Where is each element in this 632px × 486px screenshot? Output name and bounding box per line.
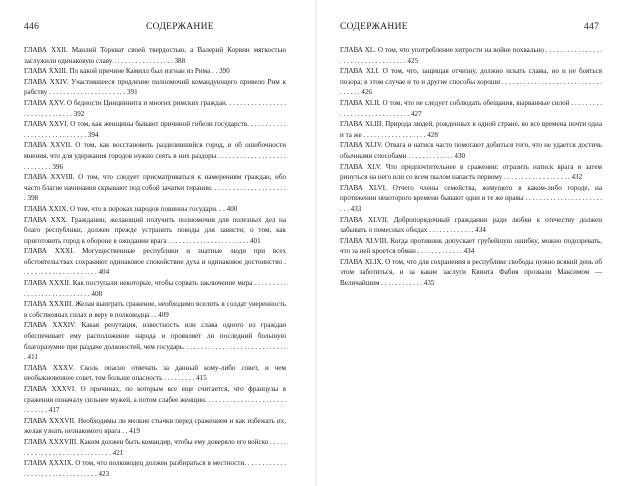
toc-entry: ГЛАВА XL. О том, что употребление хитрости на войне похвально . . . . . . . . . . . . . . . . . . . . . . . . . . . . . . . . . . . 425 [340, 46, 602, 65]
toc-list [24, 45, 286, 479]
toc-entry: ГЛАВА XLVII. Добропорядочный гражданин ради любви к отечеству должен забывать о помесных обидах . . . . . . . . . . . . . 434 [340, 215, 602, 235]
toc-entry: ГЛАВА XLIX. О том, что для сохранения в республике свободы нужно всякий день об этом заботиться, и за какие заслуги Квинта Фабия прозвали Максимом — Величайшим . . . . . . . . . . . . 435 [340, 257, 602, 288]
toc-entry: ГЛАВА XLV. Что предпочтительнее в сражении: отразить натиск врага и затем ринуться на него или со всем пылом напасть первому . . . . . . . . . . . . . . . . . . . 432 [340, 162, 602, 182]
toc-entry: ГЛАВА XXXIII. Желая выиграть сражение, необходимо вселить в солдат уверенность в собственных силах и веру в полководца . . 409 [24, 300, 286, 319]
right-page [316, 0, 632, 486]
page-number: 446 [24, 22, 40, 32]
toc-entry: ГЛАВА XLVI. Отчего члены семейства, живущего в каком-либо городе, на протяжении некоторого времени бывают одни и те же нравы . . . . . . . . . . . . . . . . . . . . . . . . . 433 [340, 183, 602, 213]
toc-entry: ГЛАВА XXV. О бедности Цинциннита и многих римских граждан. . . . . . . . . . . . . . . . . . . . . . . . . . . . . . . 392 [24, 98, 286, 118]
toc-entry: ГЛАВА XLIII. Природа людей, рожденных в одной стране, во все времена почти одна и та же . . . . . . . . . . . . . . . . . . 428 [340, 120, 602, 139]
toc-entry: ГЛАВА XXXI. Могущественные республики и знатные люди при всех обстоятельствах сохраняют одинаковое спокойствие духа и одинаковое достоинство . . . . . . . . . . . . . . . . . . . . . . 404 [24, 247, 286, 277]
toc-entry: ГЛАВА XXXIX. О том, что полководец должен разбираться в местности. . . . . . . . . . . . . . . . . . . . . . . . . . . . . . . . . 423 [24, 459, 286, 478]
running-header: СОДЕРЖАНИЕ [146, 22, 214, 32]
toc-entry: ГЛАВА XXIX. О том, что в пороках народов повинны государи. . . 400 [24, 204, 238, 213]
page-number: 447 [584, 22, 600, 32]
toc-entry: ГЛАВА XLIV. Отвага и натиск часто помогают добиться того, что не удается достичь обычными способами . . . . . . . . . . . . . 430 [340, 141, 602, 160]
toc-entry: ГЛАВА XXXVI. О причинах, по которым все еще считается, что французы в сражении поначалу сильнее мужей, а потом слабее женщин. . . . . . . . . . . . . . . . . . . . . . . . . . . . . . 417 [24, 385, 286, 415]
running-header: СОДЕРЖАНИЕ [340, 22, 408, 32]
toc-entry: ГЛАВА XLII. О том, что не следует соблюдать обещания, вырванные силой . . . . . . . . . . . . . . . . . . . . . . . . . . . . . 427 [340, 98, 602, 118]
toc-entry: ГЛАВА XXXIV. Какая репутация, известность или слава одного из граждан обеспечивает ему расположение народа и проявляет ли последний большую благоразумие при раздаче должностей, чем государь. . . . . . . . . . . . . . . . . . . . . . . . . . . . . . 411 [24, 321, 286, 362]
toc-entry: ГЛАВА XLI. О том, что, защищая отчизну, должно искать славы, но и не бояться позора; в этом случае и то и другие способы хороши . . . . . . . . . . . . . . . . . . . . . . . . . . . . . . . . . . 426 [340, 67, 602, 97]
toc-entry: ГЛАВА XXXVII. Необходимы ли мелкие стычки перед сражением и как избежать их, желая узнать незнакомого врага . . 419 [24, 416, 286, 436]
toc-entry: ГЛАВА XXX. Гражданин, желающий получить полномочия для полезных дел на благо республики, должен прежде устранить поводы для зависти; о том, как приготовить город к обороне в ожидании врага . . . . . . . . . . . . . . . . . . . . . . . 401 [24, 215, 286, 245]
toc-entry: ГЛАВА XXVII. О том, как восстановить разделившийся город, и об ошибочности мнения, что для удержания городов нужно сеять в них раздоры . . . . . . . . . . . . . . . . . . . . . . . . . . . 396 [24, 141, 286, 171]
toc-entry: ГЛАВА XLVIII. Когда противник допускает грубейшую ошибку, можно подозревать, что за ней кроется обман . . . . . . . . . . . . . 434 [340, 236, 602, 256]
toc-entry: ГЛАВА XXII. Манлий Торкват своей твердостью, а Валерий Корвин мягкостью заслужили одинаковую славу . . . . . . . . . . . . . . . . . 388 [24, 46, 286, 65]
toc-entry: ГЛАВА XXXV. Сколь опасно отвечать за данный кому-либо совет, и чем необыкновеннее совет, тем больше опасность . . . . . . . . . 415 [24, 363, 286, 383]
toc-entry: ГЛАВА XXIV. Участившееся продление полномочий командующего привело Рим к рабству . . . . . . . . . . . . . . . . . . . . . . 391 [24, 77, 286, 97]
toc-entry: ГЛАВА XXVI. О том, как женщины бывают причиной гибели государств. . . . . . . . . . . . . . . . . . . . . . . . . . . . . 394 [24, 120, 286, 139]
toc-list [340, 45, 602, 289]
toc-entry: ГЛАВА XXVIII. О том, что следует присматриваться к намерениям граждан, ибо часто благие начинания скрывают под собой зачатки тирании. . . . . . . . . . . . . . . . . . . . . . 398 [24, 173, 286, 203]
toc-entry: ГЛАВА XXIII. По какой причине Камилл был изгнан из Рима . . 390 [24, 67, 230, 76]
toc-entry: ГЛАВА XXXII. Как поступали некоторые, чтобы сорвать заключение мира . . . . . . . . . . . . . . . . . . . . . . . . . . . . 408 [24, 279, 286, 298]
toc-entry: ГЛАВА XXXVIII. Каким должен быть командир, чтобы ему доверяло его войско . . . . . . . . . . . . . . . . . . . . . . . . . . . . . . 421 [24, 437, 286, 457]
